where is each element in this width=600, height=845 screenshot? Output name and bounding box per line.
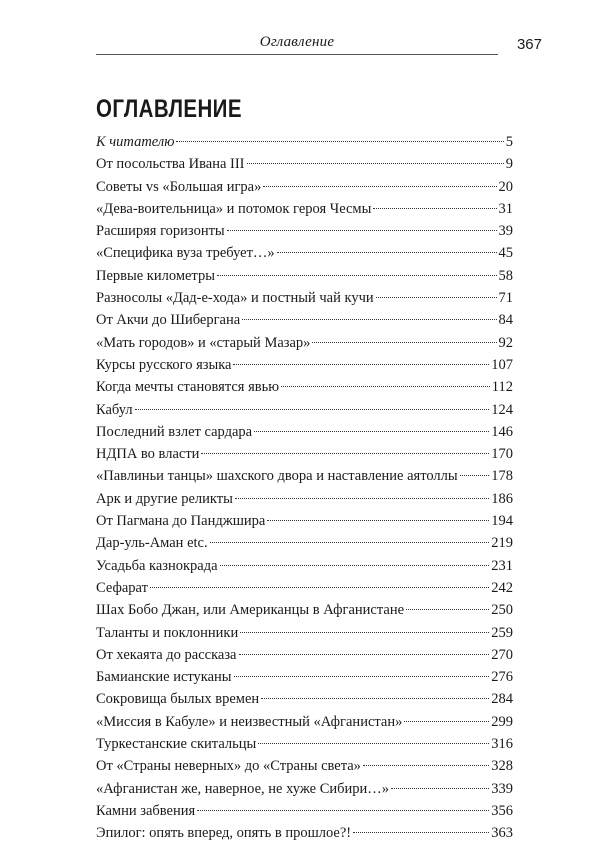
toc-entry-page: 328 — [491, 758, 513, 775]
dot-leader — [220, 565, 490, 566]
toc-entry-title: От Акчи до Шибергана — [96, 312, 241, 329]
toc-entry — [96, 800, 513, 822]
dot-leader — [227, 230, 497, 231]
toc-entry-page: 31 — [498, 200, 513, 217]
dot-leader — [267, 520, 489, 521]
toc-entry-page: 178 — [491, 468, 513, 485]
toc-entry-title: От Пагмана до Панджшира — [96, 513, 266, 530]
dot-leader — [197, 810, 489, 811]
dot-leader — [460, 475, 490, 476]
toc-entry — [96, 733, 513, 755]
dot-leader — [353, 832, 489, 833]
toc-entry-page: 39 — [498, 223, 513, 240]
toc-entry — [96, 332, 513, 354]
toc-entry — [96, 755, 513, 777]
toc-entry-page: 84 — [498, 312, 513, 329]
toc-entry-title: «Специфика вуза требует…» — [96, 245, 275, 262]
dot-leader — [150, 587, 489, 588]
toc-entry-page: 356 — [491, 802, 513, 819]
toc-entry-title: От посольства Ивана III — [96, 156, 245, 173]
toc-entry-page: 146 — [491, 423, 513, 440]
dot-leader — [363, 765, 489, 766]
toc-entry — [96, 666, 513, 688]
dot-leader — [391, 788, 489, 789]
toc-entry — [96, 399, 513, 421]
toc-entry — [96, 198, 513, 220]
dot-leader — [373, 208, 496, 209]
dot-leader — [254, 431, 489, 432]
toc-entry-title: «Павлиньи танцы» шахского двора и наставление аятоллы — [96, 468, 458, 485]
dot-leader — [239, 654, 490, 655]
toc-entry — [96, 421, 513, 443]
toc-entry — [96, 622, 513, 644]
toc-entry — [96, 220, 513, 242]
toc-entry-title: «Мать городов» и «старый Мазар» — [96, 334, 311, 351]
toc-entry-title: Последний взлет сардара — [96, 423, 253, 440]
page-number: 367 — [516, 36, 542, 53]
dot-leader — [263, 186, 496, 187]
dot-leader — [261, 698, 489, 699]
page-title: ОГЛАВЛЕНИЕ — [96, 95, 242, 123]
toc-entry-page: 58 — [498, 267, 513, 284]
toc-entry-page: 259 — [491, 624, 513, 641]
toc-entry-page: 219 — [491, 535, 513, 552]
toc-entry — [96, 153, 513, 175]
toc-entry-page: 5 — [505, 134, 513, 150]
toc-entry — [96, 599, 513, 621]
toc-entry — [96, 532, 513, 554]
toc-list — [96, 131, 513, 845]
toc-entry-page: 270 — [491, 646, 513, 663]
dot-leader — [201, 453, 489, 454]
dot-leader — [404, 721, 489, 722]
toc-entry-title: К читателю — [96, 134, 175, 150]
toc-entry — [96, 443, 513, 465]
toc-entry-title: От «Страны неверных» до «Страны света» — [96, 758, 361, 775]
toc-entry-page: 250 — [491, 602, 513, 619]
toc-entry-title: Усадьба казнокрада — [96, 557, 218, 574]
toc-entry — [96, 287, 513, 309]
toc-entry — [96, 778, 513, 800]
toc-entry — [96, 309, 513, 331]
dot-leader — [240, 632, 489, 633]
toc-entry-page: 284 — [491, 691, 513, 708]
toc-entry-title: Шах Бобо Джан, или Американцы в Афганистане — [96, 602, 405, 619]
dot-leader — [376, 297, 497, 298]
toc-entry-page: 363 — [491, 825, 513, 842]
toc-entry — [96, 265, 513, 287]
toc-entry-title: Эпилог: опять вперед, опять в прошлое?! — [96, 825, 352, 842]
running-header — [96, 34, 542, 55]
toc-entry — [96, 354, 513, 376]
toc-entry — [96, 131, 513, 153]
toc-entry-title: Разносолы «Дад-е-хода» и постный чай кучи — [96, 290, 374, 307]
dot-leader — [312, 342, 496, 343]
toc-entry-page: 112 — [491, 379, 513, 396]
toc-entry — [96, 376, 513, 398]
toc-entry-title: Туркестанские скитальцы — [96, 736, 257, 753]
toc-entry-title: «Дева-воительница» и потомок героя Чесмы — [96, 200, 372, 217]
dot-leader — [247, 163, 504, 164]
toc-entry-page: 186 — [491, 490, 513, 507]
dot-leader — [277, 252, 497, 253]
toc-entry — [96, 644, 513, 666]
toc-entry-page: 124 — [491, 401, 513, 418]
toc-entry-title: НДПА во власти — [96, 446, 200, 463]
toc-entry-page: 242 — [491, 579, 513, 596]
running-header-title: Оглавление — [259, 34, 335, 50]
toc-entry-title: Арк и другие реликты — [96, 490, 233, 507]
dot-leader — [210, 542, 490, 543]
toc-entry — [96, 510, 513, 532]
toc-entry-title: Советы vs «Большая игра» — [96, 178, 262, 195]
toc-entry-page: 107 — [491, 356, 513, 373]
toc-entry-title: Сефарат — [96, 579, 148, 596]
toc-entry — [96, 465, 513, 487]
dot-leader — [233, 364, 489, 365]
toc-entry-title: Расширяя горизонты — [96, 223, 225, 240]
toc-entry — [96, 822, 513, 844]
toc-entry-page: 299 — [491, 713, 513, 730]
toc-entry — [96, 711, 513, 733]
toc-entry-title: Дар-уль-Аман etc. — [96, 535, 208, 552]
toc-entry-page: 194 — [491, 513, 513, 530]
dot-leader — [258, 743, 489, 744]
toc-entry-title: Когда мечты становятся явью — [96, 379, 280, 396]
dot-leader — [234, 676, 490, 677]
toc-entry-title: От хекаята до рассказа — [96, 646, 237, 663]
dot-leader — [281, 386, 490, 387]
toc-entry-title: Первые километры — [96, 267, 215, 284]
toc-entry — [96, 242, 513, 264]
toc-entry-title: Курсы русского языка — [96, 356, 232, 373]
dot-leader — [176, 141, 503, 142]
toc-entry-title: Сокровища былых времен — [96, 691, 260, 708]
toc-entry — [96, 577, 513, 599]
toc-entry-page: 231 — [491, 557, 513, 574]
dot-leader — [135, 409, 490, 410]
toc-entry — [96, 688, 513, 710]
toc-entry-page: 20 — [498, 178, 513, 195]
toc-entry-page: 339 — [491, 780, 513, 797]
toc-entry-title: Камни забвения — [96, 802, 196, 819]
dot-leader — [406, 609, 489, 610]
toc-entry-title: Бамианские истуканы — [96, 669, 232, 686]
toc-entry-page: 276 — [491, 669, 513, 686]
toc-entry-page: 316 — [491, 736, 513, 753]
toc-entry — [96, 176, 513, 198]
toc-entry-title: Кабул — [96, 401, 133, 418]
toc-entry — [96, 488, 513, 510]
dot-leader — [217, 275, 497, 276]
toc-entry-page: 71 — [498, 290, 513, 307]
dot-leader — [235, 498, 489, 499]
toc-entry-title: «Миссия в Кабуле» и неизвестный «Афганистан» — [96, 713, 403, 730]
toc-entry — [96, 555, 513, 577]
toc-entry-page: 9 — [505, 156, 513, 173]
toc-entry-title: Таланты и поклонники — [96, 624, 239, 641]
toc-entry-page: 45 — [498, 245, 513, 262]
dot-leader — [242, 319, 496, 320]
toc-entry-title: «Афганистан же, наверное, не хуже Сибири…» — [96, 780, 390, 797]
toc-entry-page: 170 — [491, 446, 513, 463]
toc-entry-page: 92 — [498, 334, 513, 351]
